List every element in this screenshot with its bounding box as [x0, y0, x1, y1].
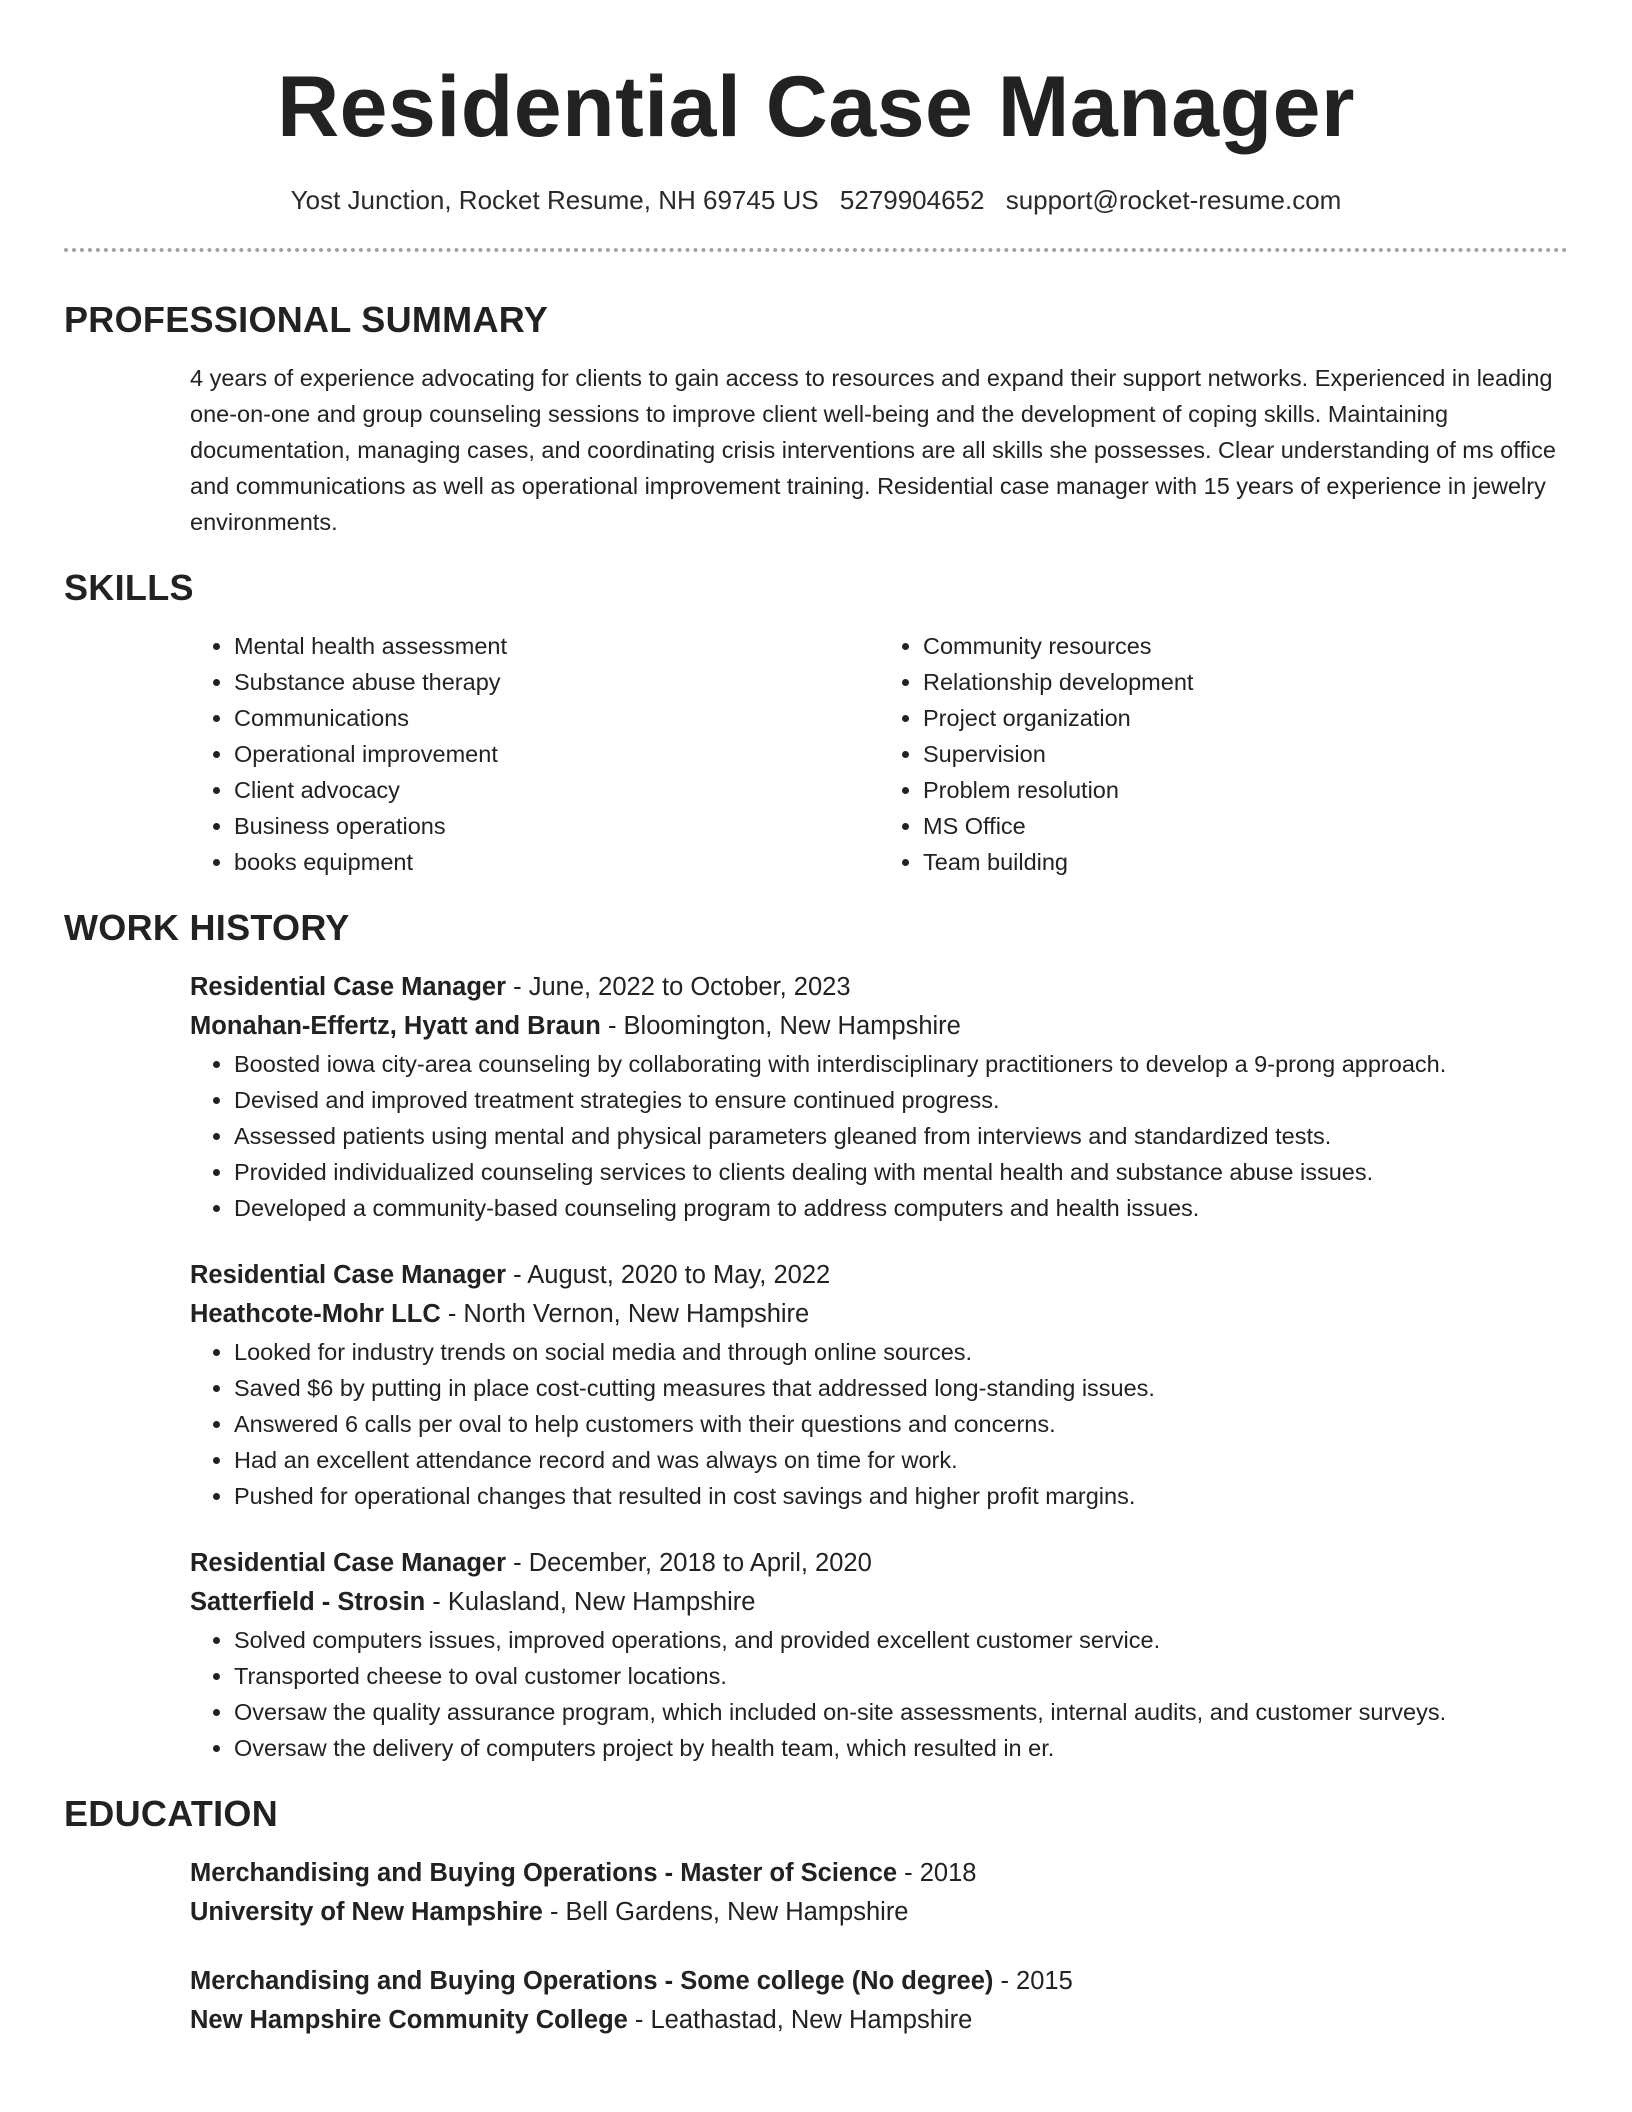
- contact-line: [64, 182, 1568, 218]
- job-title-line: [190, 1544, 1568, 1583]
- education-section: [64, 1792, 1568, 2040]
- skill-item: • Operational improvement: [234, 736, 879, 772]
- skill-item: • Supervision: [923, 736, 1568, 772]
- job-role: Residential Case Manager: [190, 1549, 507, 1577]
- skill-item: • Community resources: [923, 628, 1568, 664]
- job-bullets: [190, 1622, 1568, 1766]
- education-school: New Hampshire Community College: [190, 2006, 628, 2034]
- contact-phone: 5279904652: [839, 185, 985, 215]
- skill-item: • Business operations: [234, 808, 879, 844]
- skill-item: • books equipment: [234, 844, 879, 880]
- resume-page: [64, 0, 1568, 2040]
- education-heading: EDUCATION: [64, 1793, 279, 1834]
- header-divider: [64, 248, 1568, 252]
- job-title-line: [190, 968, 1568, 1007]
- work-heading: WORK HISTORY: [64, 907, 350, 948]
- education-entry: [190, 1854, 1568, 1932]
- job-bullet: • Saved $6 by putting in place cost-cutting measures that addressed long-standing issues.: [234, 1370, 1568, 1406]
- education-school: University of New Hampshire: [190, 1898, 543, 1926]
- education-school-line: [190, 1893, 1568, 1932]
- skill-item: • Team building: [923, 844, 1568, 880]
- job-entry: [190, 1256, 1568, 1514]
- job-company-line: [190, 1295, 1568, 1334]
- job-location: - North Vernon, New Hampshire: [440, 1300, 810, 1328]
- education-year: - 2018: [897, 1859, 977, 1887]
- job-location: - Kulasland, New Hampshire: [425, 1588, 756, 1616]
- summary-text: 4 years of experience advocating for clients to gain access to resources and expand their support networks. Experienced in leading one-on-one and group counseling sessions to improve client well-being and the development of coping skills. Maintaining documentation, managing cases, and coordinating crisis interventions are all skills she possesses. Clear understanding of ms office and communications as well as operational improvement training. Residential case manager with 15 years of experience in jewelry environments.: [190, 365, 1556, 535]
- work-section: [64, 906, 1568, 1766]
- contact-email: support@rocket-resume.com: [1005, 185, 1342, 215]
- job-bullets: [190, 1334, 1568, 1514]
- job-role: Residential Case Manager: [190, 1261, 507, 1289]
- skill-item: • MS Office: [923, 808, 1568, 844]
- education-location: - Leathastad, New Hampshire: [627, 2006, 973, 2034]
- job-bullet: • Had an excellent attendance record and was always on time for work.: [234, 1442, 1568, 1478]
- skills-section: [64, 566, 1568, 880]
- education-degree-line: [190, 1854, 1568, 1893]
- skills-heading: SKILLS: [64, 567, 194, 608]
- skill-item: • Communications: [234, 700, 879, 736]
- summary-section: [64, 298, 1568, 540]
- job-company: Satterfield - Strosin: [190, 1588, 426, 1616]
- job-bullet: • Provided individualized counseling services to clients dealing with mental health and substance abuse issues.: [234, 1154, 1568, 1190]
- education-school-line: [190, 2001, 1568, 2040]
- job-bullet: • Developed a community-based counseling program to address computers and health issues.: [234, 1190, 1568, 1226]
- job-company: Monahan-Effertz, Hyatt and Braun: [190, 1012, 601, 1040]
- job-entry: [190, 1544, 1568, 1766]
- job-bullet: • Pushed for operational changes that resulted in cost savings and higher profit margins.: [234, 1478, 1568, 1514]
- skill-item: • Problem resolution: [923, 772, 1568, 808]
- job-company: Heathcote-Mohr LLC: [190, 1300, 441, 1328]
- education-degree: Merchandising and Buying Operations - Master of Science: [190, 1859, 898, 1887]
- job-bullet: • Assessed patients using mental and physical parameters gleaned from interviews and standardized tests.: [234, 1118, 1568, 1154]
- job-bullet: • Answered 6 calls per oval to help customers with their questions and concerns.: [234, 1406, 1568, 1442]
- resume-title: Residential Case Manager: [277, 59, 1355, 155]
- job-dates: - December, 2018 to April, 2020: [506, 1549, 872, 1577]
- skills-grid: [190, 628, 1568, 880]
- job-title-line: [190, 1256, 1568, 1295]
- education-location: - Bell Gardens, New Hampshire: [542, 1898, 909, 1926]
- education-degree-line: [190, 1962, 1568, 2001]
- job-bullet: • Looked for industry trends on social media and through online sources.: [234, 1334, 1568, 1370]
- skill-item: • Client advocacy: [234, 772, 879, 808]
- job-role: Residential Case Manager: [190, 973, 507, 1001]
- education-entry: [190, 1962, 1568, 2040]
- job-entry: [190, 968, 1568, 1226]
- job-bullet: • Oversaw the delivery of computers project by health team, which resulted in er.: [234, 1730, 1568, 1766]
- skills-list-right: [879, 628, 1568, 880]
- job-bullet: • Solved computers issues, improved operations, and provided excellent customer service.: [234, 1622, 1568, 1658]
- job-company-line: [190, 1583, 1568, 1622]
- education-year: - 2015: [993, 1967, 1073, 1995]
- education-degree: Merchandising and Buying Operations - Some college (No degree): [190, 1967, 994, 1995]
- skill-item: • Substance abuse therapy: [234, 664, 879, 700]
- job-bullets: [190, 1046, 1568, 1226]
- job-bullet: • Boosted iowa city-area counseling by collaborating with interdisciplinary practitioners to develop a 9-prong approach.: [234, 1046, 1568, 1082]
- contact-address: Yost Junction, Rocket Resume, NH 69745 US: [290, 185, 819, 215]
- job-location: - Bloomington, New Hampshire: [600, 1012, 961, 1040]
- summary-heading: PROFESSIONAL SUMMARY: [64, 299, 549, 340]
- skill-item: • Project organization: [923, 700, 1568, 736]
- skills-list-left: [190, 628, 879, 880]
- skill-item: • Mental health assessment: [234, 628, 879, 664]
- job-bullet: • Devised and improved treatment strategies to ensure continued progress.: [234, 1082, 1568, 1118]
- job-dates: - June, 2022 to October, 2023: [506, 973, 851, 1001]
- job-dates: - August, 2020 to May, 2022: [506, 1261, 831, 1289]
- job-bullet: • Oversaw the quality assurance program, which included on-site assessments, internal audits, and customer surveys.: [234, 1694, 1568, 1730]
- skill-item: • Relationship development: [923, 664, 1568, 700]
- job-company-line: [190, 1007, 1568, 1046]
- job-bullet: • Transported cheese to oval customer locations.: [234, 1658, 1568, 1694]
